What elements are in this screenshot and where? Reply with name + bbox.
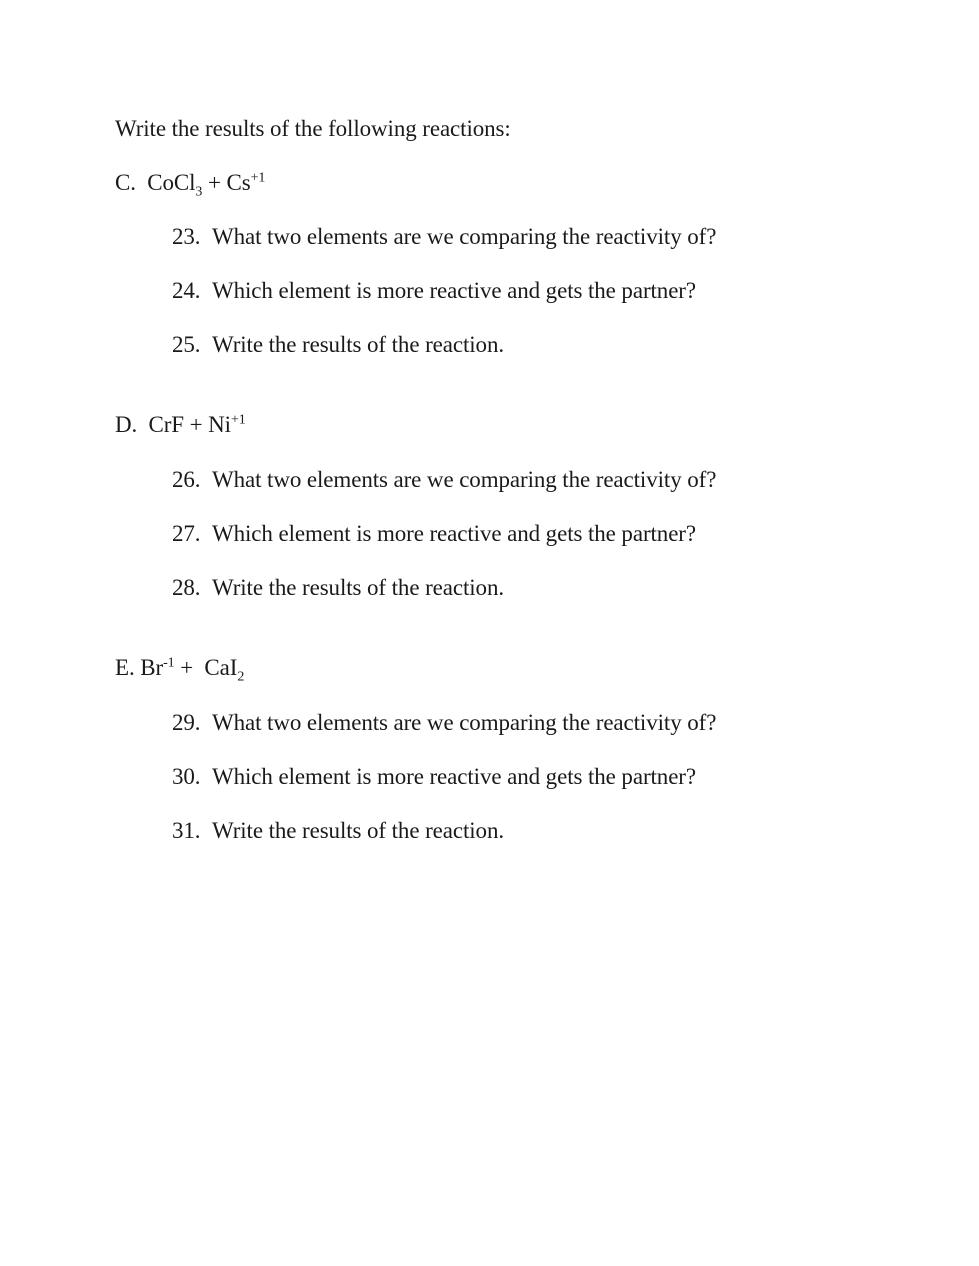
- question-29: [172, 709, 716, 737]
- plus-sign: +: [189, 412, 203, 437]
- question-number: 25.: [172, 332, 201, 357]
- reaction-e: [115, 654, 245, 685]
- question-number: 23.: [172, 224, 201, 249]
- reactant-1: CoCl: [147, 170, 196, 195]
- question-text: What two elements are we comparing the reactivity of?: [212, 710, 717, 735]
- section-letter: D.: [115, 412, 138, 437]
- question-30: [172, 763, 696, 791]
- reactant-1: Br: [140, 655, 164, 680]
- question-text: Which element is more reactive and gets the partner?: [212, 521, 696, 546]
- reactant-2-charge: +1: [230, 412, 246, 428]
- instructions: Write the results of the following reactions:: [115, 116, 511, 141]
- section-letter: C.: [115, 170, 136, 195]
- reactant-1-subscript: 3: [195, 184, 203, 200]
- question-number: 27.: [172, 521, 201, 546]
- reactant-2: Cs: [226, 170, 251, 195]
- reactant-2-subscript: 2: [237, 669, 245, 685]
- reactant-1: CrF: [148, 412, 184, 437]
- plus-sign: +: [207, 170, 221, 195]
- question-31: [172, 817, 504, 845]
- section-letter: E.: [115, 655, 135, 680]
- question-25: [172, 331, 504, 359]
- question-26: [172, 466, 716, 494]
- reactant-2-charge: +1: [250, 170, 266, 186]
- question-text: Which element is more reactive and gets the partner?: [212, 764, 696, 789]
- reactant-1-charge: -1: [163, 655, 175, 671]
- question-23: [172, 223, 716, 251]
- question-24: [172, 277, 696, 305]
- question-text: What two elements are we comparing the reactivity of?: [212, 224, 717, 249]
- question-28: [172, 574, 504, 602]
- question-text: Write the results of the reaction.: [212, 818, 505, 843]
- plus-sign: +: [180, 655, 194, 680]
- reactant-2: CaI: [204, 655, 238, 680]
- reactant-2: Ni: [208, 412, 231, 437]
- question-number: 28.: [172, 575, 201, 600]
- question-number: 29.: [172, 710, 201, 735]
- question-text: Write the results of the reaction.: [212, 575, 505, 600]
- question-number: 26.: [172, 467, 201, 492]
- question-number: 31.: [172, 818, 201, 843]
- question-text: What two elements are we comparing the reactivity of?: [212, 467, 717, 492]
- reaction-d: [115, 411, 246, 439]
- question-text: Write the results of the reaction.: [212, 332, 505, 357]
- question-27: [172, 520, 696, 548]
- question-text: Which element is more reactive and gets the partner?: [212, 278, 696, 303]
- question-number: 24.: [172, 278, 201, 303]
- reaction-c: [115, 169, 266, 200]
- question-number: 30.: [172, 764, 201, 789]
